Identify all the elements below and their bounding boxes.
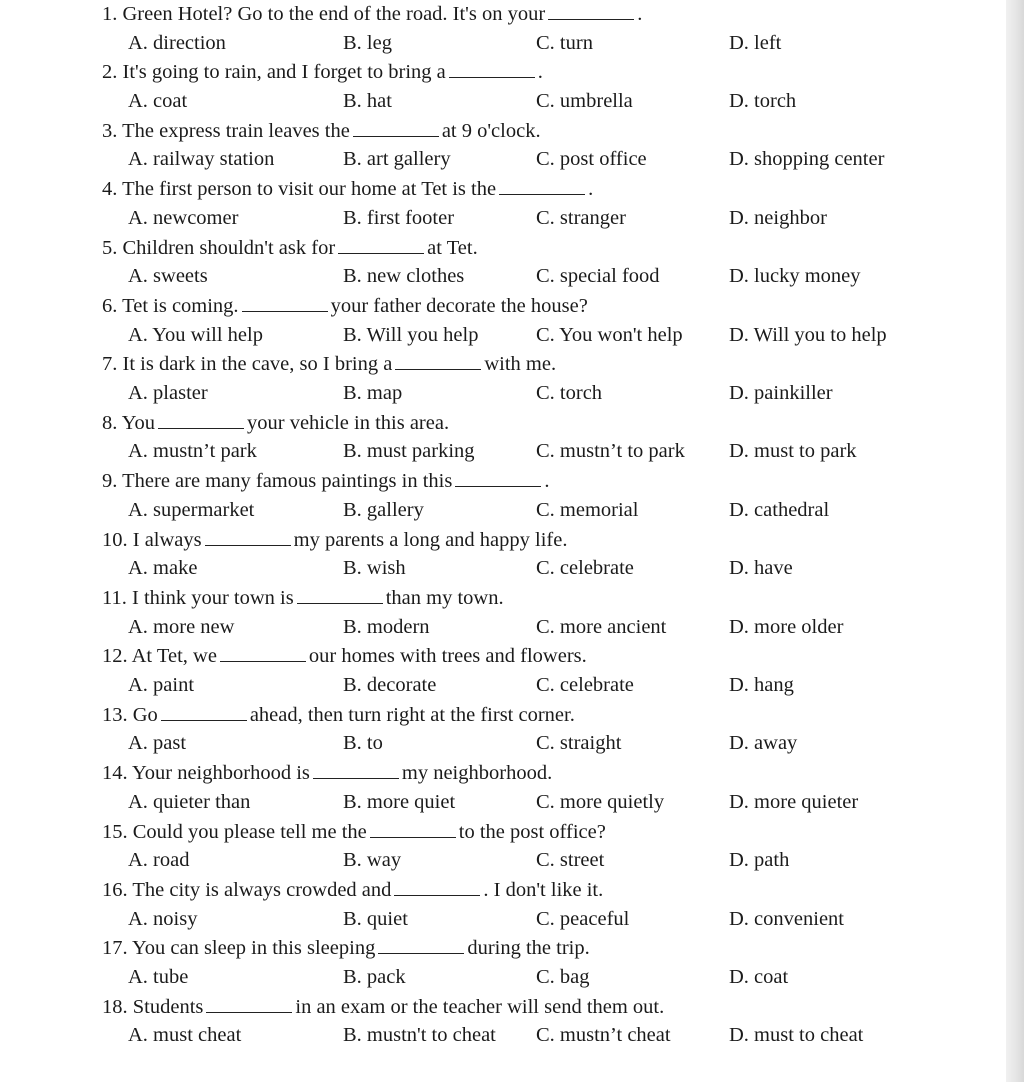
options-row — [0, 31, 1008, 60]
option-c: C. more quietly — [536, 790, 665, 813]
answer-blank — [206, 995, 292, 1013]
question-ending: . — [588, 178, 594, 201]
options-row — [0, 615, 1008, 644]
option-a: A. must cheat — [128, 1024, 242, 1047]
option-d: D. neighbor — [729, 206, 827, 229]
answer-blank — [378, 936, 464, 954]
answer-blank — [449, 60, 535, 78]
question-ending: my neighborhood. — [401, 762, 553, 785]
option-a: A. quieter than — [128, 790, 251, 813]
question-ending: our homes with trees and flowers. — [308, 645, 587, 668]
question-ending: to the post office? — [458, 820, 606, 843]
question-12 — [102, 644, 587, 673]
question-17 — [102, 936, 590, 965]
question-ending: my parents a long and happy life. — [293, 528, 568, 551]
option-d: D. convenient — [729, 907, 844, 930]
question-stem: 13. Go — [102, 703, 158, 726]
question-stem: 6. Tet is coming. — [102, 295, 239, 317]
option-b: B. quiet — [343, 907, 408, 930]
option-c: C. turn — [536, 31, 593, 54]
question-stem: 12. At Tet, we — [102, 645, 217, 668]
question-4 — [102, 177, 593, 206]
option-c: C. memorial — [536, 498, 639, 521]
question-stem: 8. You — [102, 411, 155, 434]
question-stem: 4. The first person to visit our home at Tet is the — [102, 178, 497, 201]
option-d: D. away — [729, 732, 798, 755]
options-row — [0, 381, 1008, 410]
option-d: D. path — [729, 849, 790, 872]
option-c: C. torch — [536, 382, 603, 404]
question-stem: 2. It's going to rain, and I forget to bring a — [102, 61, 446, 84]
option-c: C. street — [536, 849, 605, 872]
option-b: B. gallery — [343, 498, 424, 521]
answer-blank — [353, 119, 439, 137]
question-ending: . — [637, 3, 643, 25]
question-13 — [102, 703, 575, 732]
option-b: B. decorate — [343, 674, 437, 696]
option-d: D. coat — [729, 966, 789, 988]
question-ending: at 9 o'clock. — [441, 119, 541, 142]
question-stem: 3. The express train leaves the — [102, 119, 350, 142]
question-ending: . — [544, 470, 550, 493]
option-d: D. torch — [729, 90, 797, 112]
option-d: D. more quieter — [729, 790, 859, 813]
option-d: D. cathedral — [729, 498, 830, 521]
question-2 — [102, 60, 543, 89]
question-stem: 16. The city is always crowded and — [102, 879, 392, 901]
option-c: C. mustn’t to park — [536, 440, 685, 463]
option-b: B. leg — [343, 31, 392, 54]
option-a: A. railway station — [128, 148, 275, 171]
question-1 — [102, 2, 642, 31]
option-c: C. celebrate — [536, 557, 634, 580]
question-7 — [102, 352, 556, 381]
question-stem: 5. Children shouldn't ask for — [102, 236, 336, 259]
option-d: D. hang — [729, 674, 794, 696]
answer-blank — [297, 586, 383, 604]
option-a: A. coat — [128, 90, 188, 112]
option-c: C. You won't help — [536, 323, 683, 346]
options-row — [0, 439, 1008, 468]
options-row — [0, 556, 1008, 585]
answer-blank — [313, 761, 399, 779]
option-c: C. mustn’t cheat — [536, 1024, 671, 1047]
option-b: B. more quiet — [343, 790, 456, 813]
option-b: B. way — [343, 849, 402, 872]
option-a: A. more new — [128, 615, 235, 638]
question-stem: 7. It is dark in the cave, so I bring a — [102, 353, 393, 376]
option-a: A. road — [128, 849, 190, 872]
answer-blank — [548, 2, 634, 20]
answer-blank — [220, 644, 306, 662]
question-stem: 15. Could you please tell me the — [102, 820, 367, 843]
question-stem: 1. Green Hotel? Go to the end of the road. It's on your — [102, 3, 546, 25]
options-row — [0, 790, 1008, 819]
answer-blank — [395, 352, 481, 370]
answer-blank — [338, 236, 424, 254]
option-d: D. shopping center — [729, 148, 885, 171]
option-a: A. supermarket — [128, 498, 255, 521]
question-ending: . — [537, 61, 543, 84]
option-d: D. must to cheat — [729, 1024, 864, 1047]
options-row — [0, 498, 1008, 527]
question-stem: 10. I always — [102, 528, 202, 551]
question-stem: 9. There are many famous paintings in this — [102, 470, 453, 493]
option-b: B. wish — [343, 557, 406, 580]
options-row — [0, 323, 1008, 352]
option-d: D. painkiller — [729, 382, 833, 404]
option-b: B. Will you help — [343, 323, 479, 346]
option-b: B. new clothes — [343, 265, 465, 288]
option-c: C. umbrella — [536, 90, 633, 112]
option-c: C. post office — [536, 148, 647, 171]
options-row — [0, 965, 1008, 994]
question-ending: than my town. — [385, 587, 504, 609]
answer-blank — [158, 411, 244, 429]
question-stem: 14. Your neighborhood is — [102, 762, 310, 785]
option-a: A. paint — [128, 674, 195, 696]
option-d: D. left — [729, 31, 782, 54]
options-row — [0, 147, 1008, 176]
answer-blank — [394, 878, 480, 896]
options-row — [0, 673, 1008, 702]
option-a: A. newcomer — [128, 206, 239, 229]
option-a: A. direction — [128, 31, 226, 54]
option-c: C. more ancient — [536, 615, 667, 638]
answer-blank — [455, 469, 541, 487]
question-14 — [102, 761, 552, 790]
question-stem: 17. You can sleep in this sleeping — [102, 937, 376, 960]
question-9 — [102, 469, 549, 498]
option-c: C. special food — [536, 265, 660, 288]
question-6 — [102, 294, 588, 323]
option-a: A. make — [128, 557, 198, 580]
option-b: B. art gallery — [343, 148, 451, 171]
question-ending: with me. — [484, 353, 557, 376]
question-10 — [102, 528, 567, 557]
page-edge-shadow — [1006, 0, 1024, 1082]
option-b: B. hat — [343, 90, 392, 112]
option-b: B. modern — [343, 615, 430, 638]
question-ending: your father decorate the house? — [330, 295, 588, 317]
option-a: A. plaster — [128, 382, 208, 404]
options-row — [0, 907, 1008, 936]
question-8 — [102, 411, 449, 440]
option-d: D. must to park — [729, 440, 857, 463]
question-11 — [102, 586, 504, 615]
options-row — [0, 731, 1008, 760]
option-c: C. peaceful — [536, 907, 630, 930]
option-d: D. Will you to help — [729, 323, 887, 346]
question-ending: . I don't like it. — [483, 879, 604, 901]
question-ending: during the trip. — [467, 937, 590, 960]
answer-blank — [499, 177, 585, 195]
option-c: C. bag — [536, 966, 590, 988]
option-a: A. noisy — [128, 907, 198, 930]
option-a: A. mustn’t park — [128, 440, 257, 463]
option-c: C. celebrate — [536, 674, 634, 696]
option-b: B. pack — [343, 966, 406, 988]
answer-blank — [242, 294, 328, 312]
question-18 — [102, 995, 664, 1024]
question-stem: 18. Students — [102, 995, 204, 1018]
answer-blank — [370, 820, 456, 838]
option-b: B. first footer — [343, 206, 455, 229]
question-3 — [102, 119, 541, 148]
option-d: D. lucky money — [729, 265, 861, 288]
option-a: A. You will help — [128, 323, 263, 346]
option-c: C. straight — [536, 732, 622, 755]
answer-blank — [205, 528, 291, 546]
option-b: B. to — [343, 732, 383, 755]
options-row — [0, 848, 1008, 877]
option-c: C. stranger — [536, 206, 626, 229]
question-16 — [102, 878, 603, 907]
question-ending: in an exam or the teacher will send them out. — [295, 995, 665, 1018]
answer-blank — [161, 703, 247, 721]
question-15 — [102, 820, 606, 849]
options-row — [0, 264, 1008, 293]
option-a: A. sweets — [128, 265, 208, 288]
option-a: A. tube — [128, 966, 189, 988]
question-stem: 11. I think your town is — [102, 587, 294, 609]
question-ending: at Tet. — [427, 236, 478, 259]
option-b: B. mustn't to cheat — [343, 1024, 496, 1047]
option-b: B. map — [343, 382, 403, 404]
option-b: B. must parking — [343, 440, 475, 463]
option-d: D. have — [729, 557, 793, 580]
options-row — [0, 206, 1008, 235]
options-row — [0, 89, 1008, 118]
options-row — [0, 1023, 1008, 1052]
option-d: D. more older — [729, 615, 844, 638]
question-ending: ahead, then turn right at the first corner. — [249, 703, 575, 726]
question-ending: your vehicle in this area. — [247, 411, 450, 434]
question-5 — [102, 236, 478, 265]
option-a: A. past — [128, 732, 187, 755]
